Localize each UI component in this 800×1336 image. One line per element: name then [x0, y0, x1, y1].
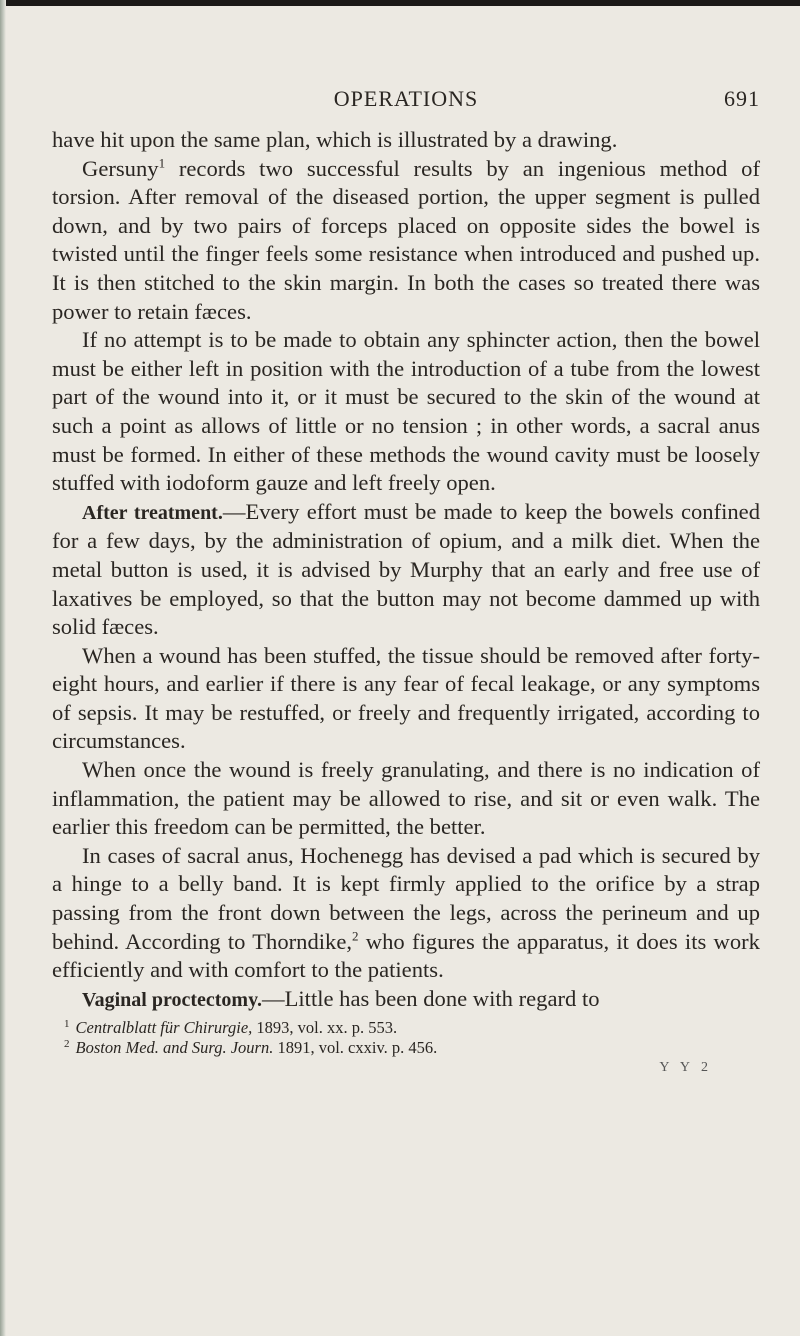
printer-signature-mark: Y Y 2 [659, 1060, 712, 1076]
page-top-edge [0, 0, 800, 6]
paragraph-text: When once the wound is freely granulating, and there is no indication of inflammation, the patient may be allowed to rise, and sit or even walk. The earlier this freedom can be permitted, the better. [52, 757, 760, 840]
section-runin-heading: After treatment. [82, 501, 223, 524]
running-head: OPERATIONS [333, 86, 479, 111]
paragraph-text: who figures the apparatus, it does its work efficiently and with comfort to the patients. [52, 928, 760, 983]
page-number: 691 [724, 86, 760, 111]
paragraph [52, 985, 760, 1015]
paragraph [52, 756, 760, 842]
book-page [52, 86, 760, 1076]
footnote-source: Boston Med. and Surg. Journ. [75, 1038, 274, 1058]
footnote-detail: 1893, vol. xx. p. 553. [252, 1018, 398, 1038]
footnote-ref[interactable]: 1 [158, 155, 166, 171]
footnotes [52, 1018, 760, 1058]
paragraph-text: When a wound has been stuffed, the tissue should be removed after forty-eight hours, and earlier if there is any fear of fecal leakage, or any symptoms of sepsis. It may be restuffed, or freely and frequently irrigated, according to circumstances. [52, 642, 760, 754]
footnote-mark: 1 [64, 1017, 70, 1030]
paragraph [52, 642, 760, 756]
paragraph [52, 498, 760, 642]
body-text [52, 126, 760, 1014]
paragraph-text: —Little has been done with regard to [262, 985, 600, 1011]
author-name: Gersuny [82, 155, 159, 181]
footnote-ref[interactable]: 2 [352, 928, 359, 944]
paragraph-text: In cases of sacral anus, Hochenegg has devised a pad which is secured by a hinge to a belly band. It is kept firmly applied to the orifice by a strap passing from the front down between the legs, across the perineum and up behind. According to Thorndike, [52, 842, 760, 954]
paragraph [52, 155, 760, 327]
paragraph [52, 842, 760, 985]
footnote-detail: 1891, vol. cxxiv. p. 456. [273, 1038, 438, 1058]
paragraph-text: records two successful results by an ingenious method of torsion. After removal of the diseased portion, the upper segment is pulled down, and by two pairs of forceps placed on opposite sides the bowel is twisted until the finger feels some resistance when introduced and pushed up. It is then stitched to the skin margin. In both the cases so treated there was power to retain fæces. [52, 155, 760, 324]
footnote [52, 1038, 760, 1058]
footnote-mark: 2 [64, 1037, 70, 1050]
paragraph-text: have hit upon the same plan, which is illustrated by a drawing. [52, 127, 618, 152]
page-header [52, 86, 760, 116]
paragraph [52, 126, 760, 155]
section-runin-heading: Vaginal proctectomy. [82, 988, 262, 1011]
paragraph-text: If no attempt is to be made to obtain any sphincter action, then the bowel must be either left in position with the introduction of a tube from the lowest part of the wound into it, or it must be secured to the skin of the wound at such a point as allows of little or no tension ; in other words, a sacral anus must be formed. In either of these methods the wound cavity must be loosely stuffed with iodoform gauze and left freely open. [52, 327, 760, 496]
footnote-source: Centralblatt für Chirurgie, [75, 1018, 253, 1038]
paragraph-text: —Every effort must be made to keep the bowels confined for a few days, by the administration of opium, and a milk diet. When the metal button is used, it is advised by Murphy that an early and free use of laxatives be employed, so that the button may not become dammed up with solid fæces. [52, 498, 760, 640]
page-left-edge [0, 0, 6, 1336]
footnote [52, 1018, 760, 1038]
paragraph [52, 326, 760, 498]
